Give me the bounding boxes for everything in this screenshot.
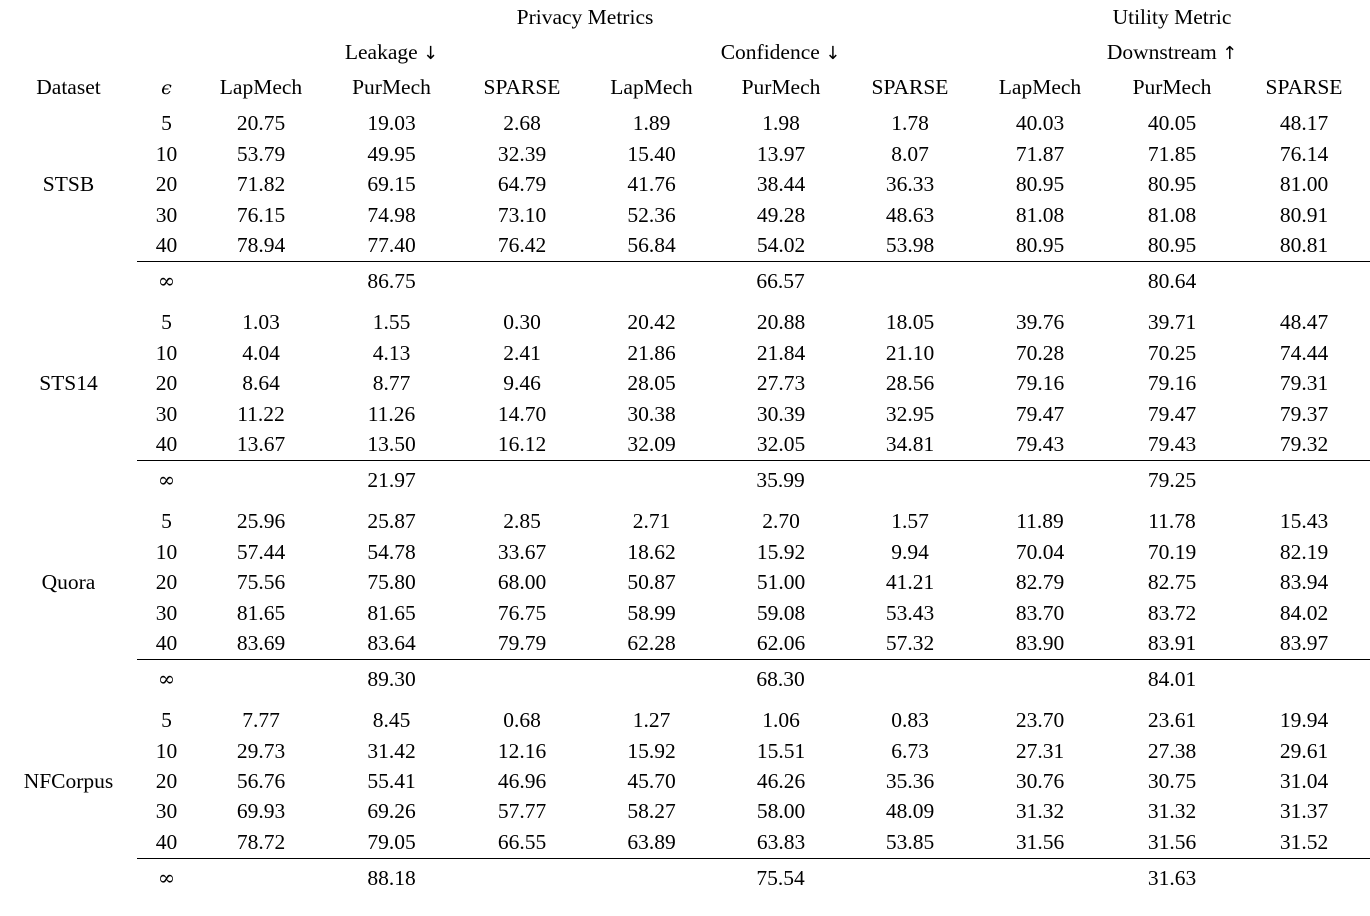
cell-value: 81.65 xyxy=(367,600,416,625)
cell-value: 29.73 xyxy=(236,738,286,763)
column-header-method-5: SPARSE xyxy=(871,75,949,100)
dataset-name: Quora xyxy=(41,570,96,595)
column-header-method-1: PurMech xyxy=(352,75,431,100)
dataset-name-spacer xyxy=(0,261,137,302)
cell-value: 82.19 xyxy=(1279,539,1329,564)
cell-value: 21.86 xyxy=(627,340,676,365)
cell-value: 20.42 xyxy=(627,310,676,335)
cell-value: 59.08 xyxy=(756,600,806,625)
cell-value: 2.41 xyxy=(503,340,541,365)
table-row xyxy=(0,399,1370,429)
cell-value: 19.94 xyxy=(1279,708,1329,733)
cell-value: 31.37 xyxy=(1279,799,1329,824)
cell-value: 32.09 xyxy=(627,431,676,456)
cell-value: 83.70 xyxy=(1015,600,1065,625)
cell-value: 41.21 xyxy=(885,570,935,595)
cell-value: 52.36 xyxy=(627,202,676,227)
cell-value: 1.06 xyxy=(762,708,800,733)
cell-value: 31.56 xyxy=(1147,829,1197,854)
cell-value: 48.63 xyxy=(885,202,935,227)
cell-value: 46.96 xyxy=(497,769,547,794)
cell-value: 8.64 xyxy=(242,371,280,396)
cell-value: 0.68 xyxy=(503,708,541,733)
cell-value-nonprivate: 68.30 xyxy=(756,667,805,692)
cell-value: 27.38 xyxy=(1147,738,1197,763)
cell-value: 79.16 xyxy=(1147,371,1197,396)
cell-value: 79.16 xyxy=(1015,371,1065,396)
epsilon-value: 5 xyxy=(161,708,172,733)
cell-value: 74.98 xyxy=(367,202,416,227)
cell-value: 30.38 xyxy=(627,401,676,426)
cell-value: 34.81 xyxy=(885,431,935,456)
epsilon-value: 10 xyxy=(155,340,178,365)
cell-value: 57.44 xyxy=(236,539,286,564)
table-row xyxy=(0,736,1370,766)
cell-value: 82.75 xyxy=(1147,570,1197,595)
cell-value: 79.31 xyxy=(1279,371,1329,396)
column-header-method-7: PurMech xyxy=(1132,75,1212,100)
cell-value: 83.91 xyxy=(1147,630,1197,655)
cell-value: 80.81 xyxy=(1279,233,1329,257)
epsilon-value: 5 xyxy=(161,111,172,136)
subgroup-direction-arrow: ↑ xyxy=(1222,43,1238,65)
subgroup-header-leakage xyxy=(196,36,587,70)
table-row-infinity xyxy=(0,460,1370,501)
cell-value: 1.27 xyxy=(632,708,671,733)
cell-value: 83.64 xyxy=(367,630,416,655)
column-header-dataset: Dataset xyxy=(36,75,101,100)
cell-value: 56.76 xyxy=(236,769,286,794)
cell-value-nonprivate: 75.54 xyxy=(756,866,805,891)
cell-value: 31.04 xyxy=(1279,769,1329,794)
cell-value: 70.19 xyxy=(1147,539,1197,564)
cell-value: 4.13 xyxy=(372,340,411,365)
cell-value: 35.36 xyxy=(885,769,935,794)
cell-value: 58.99 xyxy=(627,600,676,625)
cell-value: 79.47 xyxy=(1147,401,1197,426)
cell-value: 53.98 xyxy=(885,233,935,257)
cell-value: 83.97 xyxy=(1279,630,1329,655)
epsilon-value: 40 xyxy=(155,431,178,456)
cell-value: 63.83 xyxy=(756,829,806,854)
table-row xyxy=(0,767,1370,797)
epsilon-value: 30 xyxy=(155,202,178,227)
table-row xyxy=(0,369,1370,399)
cell-value: 81.08 xyxy=(1015,202,1065,227)
dataset-name-spacer xyxy=(0,659,137,700)
cell-value-nonprivate: 35.99 xyxy=(756,468,805,493)
cell-value: 79.79 xyxy=(497,630,547,655)
cell-value: 31.56 xyxy=(1015,829,1065,854)
dataset-name-spacer xyxy=(0,858,137,899)
cell-value: 70.28 xyxy=(1015,340,1065,365)
epsilon-value: 5 xyxy=(161,509,172,534)
column-header-method-4: PurMech xyxy=(741,75,821,100)
cell-value: 79.47 xyxy=(1015,401,1065,426)
cell-value: 23.61 xyxy=(1147,708,1197,733)
cell-value: 83.90 xyxy=(1015,630,1065,655)
cell-value: 80.95 xyxy=(1147,172,1197,197)
table-row xyxy=(0,706,1370,736)
cell-value: 53.79 xyxy=(236,141,286,166)
cell-value: 28.05 xyxy=(627,371,676,396)
cell-value: 49.95 xyxy=(367,141,416,166)
cell-value: 1.78 xyxy=(891,111,929,136)
cell-value: 38.44 xyxy=(756,172,806,197)
cell-value: 30.75 xyxy=(1147,769,1197,794)
table-row xyxy=(0,109,1370,139)
cell-value: 73.10 xyxy=(497,202,547,227)
cell-value: 7.77 xyxy=(242,708,280,733)
epsilon-value: ∞ xyxy=(157,468,176,493)
cell-value: 49.28 xyxy=(756,202,806,227)
cell-value: 20.88 xyxy=(756,310,806,335)
cell-value: 20.75 xyxy=(236,111,286,136)
table-row-infinity xyxy=(0,858,1370,899)
cell-value: 80.95 xyxy=(1015,172,1065,197)
table-row xyxy=(0,139,1370,169)
cell-value: 4.04 xyxy=(242,340,280,365)
cell-value: 39.76 xyxy=(1015,310,1065,335)
cell-value: 82.79 xyxy=(1015,570,1065,595)
cell-value: 77.40 xyxy=(367,233,416,257)
epsilon-value: ∞ xyxy=(157,269,176,294)
cell-value: 11.22 xyxy=(237,401,285,426)
cell-value: 31.42 xyxy=(367,738,416,763)
cell-value: 14.70 xyxy=(497,401,547,426)
cell-value: 79.32 xyxy=(1279,431,1329,456)
cell-value: 23.70 xyxy=(1015,708,1065,733)
cell-value: 78.94 xyxy=(236,233,286,257)
epsilon-value: 20 xyxy=(155,769,178,794)
cell-value: 32.05 xyxy=(756,431,806,456)
cell-value: 31.52 xyxy=(1279,829,1329,854)
cell-value: 29.61 xyxy=(1279,738,1329,763)
header-columns-row xyxy=(0,70,1370,106)
group-header-privacy-metrics: Privacy Metrics xyxy=(516,5,654,30)
table-row xyxy=(0,231,1370,261)
table-row xyxy=(0,308,1370,338)
cell-value: 81.00 xyxy=(1279,172,1329,197)
cell-value: 55.41 xyxy=(367,769,416,794)
cell-value: 48.09 xyxy=(885,799,935,824)
cell-value: 13.67 xyxy=(236,431,286,456)
cell-value: 15.43 xyxy=(1279,509,1329,534)
column-header-method-2: SPARSE xyxy=(483,75,561,100)
cell-value: 15.40 xyxy=(627,141,676,166)
cell-value: 83.72 xyxy=(1147,600,1197,625)
cell-value: 50.87 xyxy=(627,570,676,595)
table-row xyxy=(0,200,1370,230)
cell-value: 69.15 xyxy=(367,172,416,197)
header-spacer-eps xyxy=(137,0,196,36)
cell-value: 81.08 xyxy=(1147,202,1197,227)
cell-value-nonprivate: 88.18 xyxy=(367,866,416,891)
cell-value: 76.14 xyxy=(1279,141,1329,166)
cell-value: 63.89 xyxy=(627,829,676,854)
epsilon-value: 40 xyxy=(155,630,178,655)
table-row xyxy=(0,338,1370,368)
subgroup-label: Downstream xyxy=(1106,40,1217,65)
epsilon-value: 40 xyxy=(155,829,178,854)
cell-value: 11.26 xyxy=(367,401,416,426)
cell-value: 30.76 xyxy=(1015,769,1065,794)
cell-value: 69.26 xyxy=(367,799,416,824)
cell-value: 0.30 xyxy=(503,310,541,335)
header-group-row xyxy=(0,0,1370,36)
epsilon-value: 5 xyxy=(161,310,172,335)
cell-value: 81.65 xyxy=(236,600,286,625)
table-row xyxy=(0,568,1370,598)
epsilon-value: 40 xyxy=(155,233,178,257)
cell-value: 68.00 xyxy=(497,570,547,595)
cell-value: 2.70 xyxy=(762,509,800,534)
dataset-name: NFCorpus xyxy=(23,769,114,794)
cell-value: 76.42 xyxy=(497,233,547,257)
cell-value: 71.87 xyxy=(1015,141,1065,166)
cell-value: 48.17 xyxy=(1279,111,1329,136)
cell-value: 70.25 xyxy=(1147,340,1197,365)
cell-value: 75.56 xyxy=(236,570,286,595)
cell-value: 54.78 xyxy=(367,539,416,564)
cell-value: 80.95 xyxy=(1147,233,1197,257)
cell-value: 8.45 xyxy=(372,708,411,733)
cell-value: 9.94 xyxy=(891,539,929,564)
cell-value: 71.85 xyxy=(1147,141,1197,166)
header-spacer xyxy=(0,0,137,36)
cell-value: 19.03 xyxy=(367,111,416,136)
cell-value: 39.71 xyxy=(1147,310,1197,335)
cell-value: 9.46 xyxy=(503,371,541,396)
cell-value-nonprivate: 21.97 xyxy=(367,468,416,493)
header-spacer-eps xyxy=(137,36,196,70)
cell-value: 30.39 xyxy=(756,401,806,426)
cell-value-nonprivate: 66.57 xyxy=(756,269,805,294)
column-header-method-0: LapMech xyxy=(219,75,303,100)
cell-value: 79.43 xyxy=(1015,431,1065,456)
epsilon-value: 30 xyxy=(155,600,178,625)
cell-value: 69.93 xyxy=(236,799,286,824)
subgroup-label: Confidence xyxy=(720,40,820,65)
cell-value: 48.47 xyxy=(1279,310,1329,335)
cell-value: 18.05 xyxy=(885,310,935,335)
cell-value: 79.05 xyxy=(367,829,416,854)
cell-value: 32.95 xyxy=(885,401,935,426)
cell-value: 62.28 xyxy=(627,630,676,655)
cell-value: 2.71 xyxy=(632,509,671,534)
table-row xyxy=(0,430,1370,460)
cell-value: 79.43 xyxy=(1147,431,1197,456)
cell-value: 18.62 xyxy=(627,539,676,564)
epsilon-value: ∞ xyxy=(157,667,176,692)
table-row xyxy=(0,537,1370,567)
cell-value: 56.84 xyxy=(627,233,676,257)
cell-value: 78.72 xyxy=(236,829,286,854)
column-header-method-6: LapMech xyxy=(998,75,1082,100)
subgroup-label: Leakage xyxy=(344,40,418,65)
cell-value: 15.92 xyxy=(627,738,676,763)
cell-value: 36.33 xyxy=(885,172,935,197)
cell-value: 57.77 xyxy=(497,799,547,824)
cell-value: 66.55 xyxy=(497,829,547,854)
cell-value: 16.12 xyxy=(497,431,547,456)
cell-value: 33.67 xyxy=(497,539,547,564)
table-row xyxy=(0,170,1370,200)
cell-value: 84.02 xyxy=(1279,600,1329,625)
cell-value: 6.73 xyxy=(891,738,929,763)
cell-value: 1.57 xyxy=(891,509,929,534)
cell-value: 8.77 xyxy=(372,371,411,396)
dataset-name: STSB xyxy=(42,172,95,197)
cell-value-nonprivate: 79.25 xyxy=(1147,468,1197,493)
cell-value: 83.94 xyxy=(1279,570,1329,595)
table-row-infinity xyxy=(0,659,1370,700)
cell-value: 31.32 xyxy=(1015,799,1065,824)
table-row xyxy=(0,507,1370,537)
cell-value: 83.69 xyxy=(236,630,286,655)
cell-value: 45.70 xyxy=(627,769,676,794)
cell-value: 25.87 xyxy=(367,509,416,534)
cell-value: 1.55 xyxy=(372,310,411,335)
table-row xyxy=(0,628,1370,658)
cell-value: 21.10 xyxy=(885,340,935,365)
cell-value: 75.80 xyxy=(367,570,416,595)
cell-value: 40.03 xyxy=(1015,111,1065,136)
cell-value: 27.31 xyxy=(1015,738,1065,763)
epsilon-value: 30 xyxy=(155,799,178,824)
subgroup-header-confidence xyxy=(587,36,974,70)
cell-value: 21.84 xyxy=(756,340,806,365)
table-row xyxy=(0,827,1370,857)
cell-value: 11.78 xyxy=(1148,509,1196,534)
cell-value: 15.92 xyxy=(756,539,806,564)
epsilon-value: 10 xyxy=(155,539,178,564)
cell-value: 1.03 xyxy=(242,310,280,335)
table-row xyxy=(0,598,1370,628)
cell-value: 41.76 xyxy=(627,172,676,197)
cell-value: 64.79 xyxy=(497,172,547,197)
subgroup-header-downstream xyxy=(974,36,1370,70)
cell-value: 8.07 xyxy=(891,141,929,166)
cell-value: 74.44 xyxy=(1279,340,1329,365)
cell-value: 15.51 xyxy=(756,738,806,763)
cell-value: 76.75 xyxy=(497,600,547,625)
cell-value: 25.96 xyxy=(236,509,286,534)
cell-value: 13.97 xyxy=(756,141,806,166)
table-row xyxy=(0,797,1370,827)
cell-value: 53.85 xyxy=(885,829,935,854)
cell-value: 46.26 xyxy=(756,769,806,794)
cell-value-nonprivate: 86.75 xyxy=(367,269,416,294)
cell-value-nonprivate: 84.01 xyxy=(1147,667,1197,692)
cell-value: 1.89 xyxy=(632,111,671,136)
cell-value: 76.15 xyxy=(236,202,286,227)
cell-value: 12.16 xyxy=(497,738,547,763)
subgroup-direction-arrow: ↓ xyxy=(825,43,841,65)
epsilon-value: 10 xyxy=(155,141,178,166)
epsilon-value: 10 xyxy=(155,738,178,763)
cell-value: 1.98 xyxy=(762,111,800,136)
cell-value: 0.83 xyxy=(891,708,929,733)
epsilon-value: 30 xyxy=(155,401,178,426)
cell-value: 28.56 xyxy=(885,371,935,396)
subgroup-direction-arrow: ↓ xyxy=(423,43,439,65)
cell-value: 80.91 xyxy=(1279,202,1329,227)
epsilon-value: ∞ xyxy=(157,866,176,891)
column-header-method-8: SPARSE xyxy=(1265,75,1343,100)
cell-value: 32.39 xyxy=(497,141,547,166)
cell-value: 70.04 xyxy=(1015,539,1065,564)
cell-value: 2.85 xyxy=(503,509,541,534)
column-header-method-3: LapMech xyxy=(610,75,693,100)
cell-value: 57.32 xyxy=(885,630,935,655)
cell-value: 62.06 xyxy=(756,630,806,655)
cell-value: 79.37 xyxy=(1279,401,1329,426)
column-header-epsilon: ϵ xyxy=(161,76,172,99)
cell-value: 80.95 xyxy=(1015,233,1065,257)
epsilon-value: 20 xyxy=(155,172,178,197)
cell-value: 54.02 xyxy=(756,233,806,257)
cell-value: 13.50 xyxy=(367,431,416,456)
cell-value: 51.00 xyxy=(756,570,806,595)
header-spacer xyxy=(0,36,137,70)
cell-value: 31.32 xyxy=(1147,799,1197,824)
cell-value: 2.68 xyxy=(503,111,541,136)
header-subgroup-row xyxy=(0,36,1370,70)
cell-value-nonprivate: 80.64 xyxy=(1147,269,1197,294)
epsilon-value: 20 xyxy=(155,570,178,595)
dataset-name-spacer xyxy=(0,460,137,501)
cell-value: 71.82 xyxy=(236,172,286,197)
cell-value: 40.05 xyxy=(1147,111,1197,136)
table-row-infinity xyxy=(0,261,1370,302)
epsilon-value: 20 xyxy=(155,371,178,396)
dataset-name: STS14 xyxy=(39,371,98,396)
cell-value-nonprivate: 31.63 xyxy=(1147,866,1197,891)
group-header-utility-metric: Utility Metric xyxy=(1112,5,1232,30)
cell-value: 27.73 xyxy=(756,371,806,396)
cell-value: 53.43 xyxy=(885,600,935,625)
cell-value: 58.00 xyxy=(756,799,806,824)
cell-value: 11.89 xyxy=(1016,509,1064,534)
cell-value-nonprivate: 89.30 xyxy=(367,667,416,692)
cell-value: 58.27 xyxy=(627,799,676,824)
